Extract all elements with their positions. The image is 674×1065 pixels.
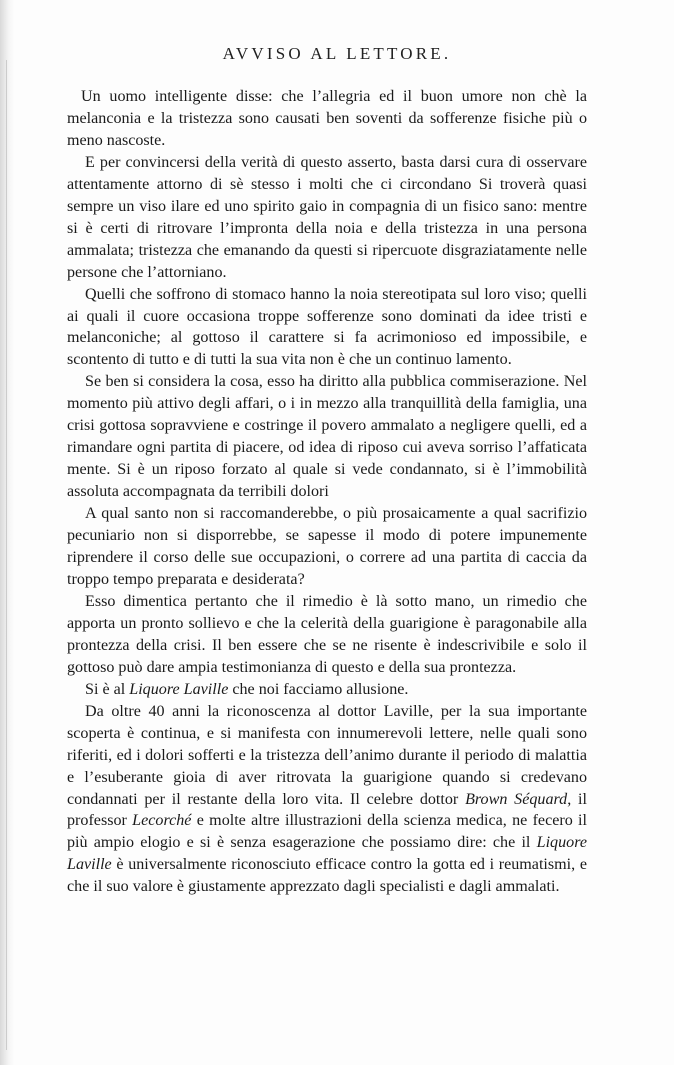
paragraph-8-text-b: , il professor (67, 790, 587, 830)
paragraph-5: A qual santo non si raccomanderebbe, o più prosaicamente a qual sacrifizio pecuniario non si disporrebbe, se sapesse il modo di potere impunemente riprendere il corso delle sue occupazioni, o correre ad una partita di caccia da troppo tempo preparata e desiderata? (67, 505, 587, 588)
paragraph-8-italic-c: Liquore Laville (67, 834, 587, 874)
page-title: AVVISO AL LETTORE. (222, 44, 452, 63)
paragraph-8-text-a: Da oltre 40 anni la riconoscenza al dottor Laville, per la sua importante scoperta è continua, e si manifesta con innumerevoli lettere, nelle quali sono riferiti, ed i dolori sofferti e la tristezza dell’animo durante il periodo di malattia e l’esuberante gioia di aver ritrovata la guarigione quando si credevano condannati per il restante della loro vita. Il celebre dottor (67, 702, 587, 808)
paragraph-8-text-d: è universalmente riconosciuto efficace contro la gotta ed i reumatismi, e che il suo valore è giustamente apprezzato dagli specialisti e dagli ammalati. (67, 856, 587, 896)
page-edge-shadow (0, 0, 14, 1065)
paragraph-4: Se ben si considera la cosa, esso ha diritto alla pubblica commiserazione. Nel momento più attivo degli affari, o i in mezzo alla tranquillità della famiglia, una crisi gottosa sopravviene e costringe il povero ammalato a negligere quelli, ed a rimandare ogni partita di piacere, od idea di riposo cui aveva sorriso l’affaticata mente. Si è un riposo forzato al quale si vede condannato, si è l’immobilità assoluta accompagnata da terribili dolori (67, 373, 587, 501)
paragraph-7 (67, 679, 587, 701)
body-text (67, 86, 587, 898)
paragraph-7-text-a: Si è al (85, 680, 130, 698)
paragraph-1: Un uomo intelligente disse: che l’allegria ed il buon umore non chè la melanconia e la tristezza sono causati ben soventi da sofferenze fisiche più o meno nascoste. (67, 88, 587, 149)
paragraph-2: E per convincersi della verità di questo asserto, basta darsi cura di osservare attentamente attorno di sè stesso i molti che ci circondano Si troverà quasi sempre un viso ilare ed uno spirito gaio in compagnia di un fisico sano: mentre si è certi di ritrovare l’impronta della noia e della tristezza in una persona ammalata; tristezza che emanando da questi si ripercuote disgraziatamente nelle persone che l’attorniano. (67, 153, 587, 281)
paragraph-8-text-c: e molte altre illustrazioni della scienza medica, ne fecero il più ampio elogio e si è senza esagerazione che possiamo dire: che il (67, 812, 587, 852)
paragraph-7-text-b: che noi facciamo allusione. (228, 680, 409, 698)
paragraph-8-italic-a: Brown Séquard (465, 790, 568, 808)
paragraph-8 (67, 701, 587, 899)
page-edge-line (6, 60, 7, 1050)
paragraph-3: Quelli che soffrono di stomaco hanno la noia stereotipata sul loro viso; quelli ai quali il cuore occasiona troppe sofferenze sono dominati da idee tristi e melanconiche; al gottoso il carattere si fa acrimonioso ed impossibile, e scontento di tutto e di tutti la sua vita non è che un continuo lamento. (67, 285, 587, 369)
paragraph-8-italic-b: Lecorché (132, 812, 192, 830)
paragraph-6: Esso dimentica pertanto che il rimedio è là sotto mano, un rimedio che apporta un pronto sollievo e che la celerità della guarigione è paragonabile alla prontezza della crisi. Il ben essere che se ne risente è indescrivibile e solo il gottoso può dare ampia testimonianza di questo e della sua prontezza. (67, 592, 587, 676)
paragraph-7-italic: Liquore Laville (129, 680, 229, 698)
